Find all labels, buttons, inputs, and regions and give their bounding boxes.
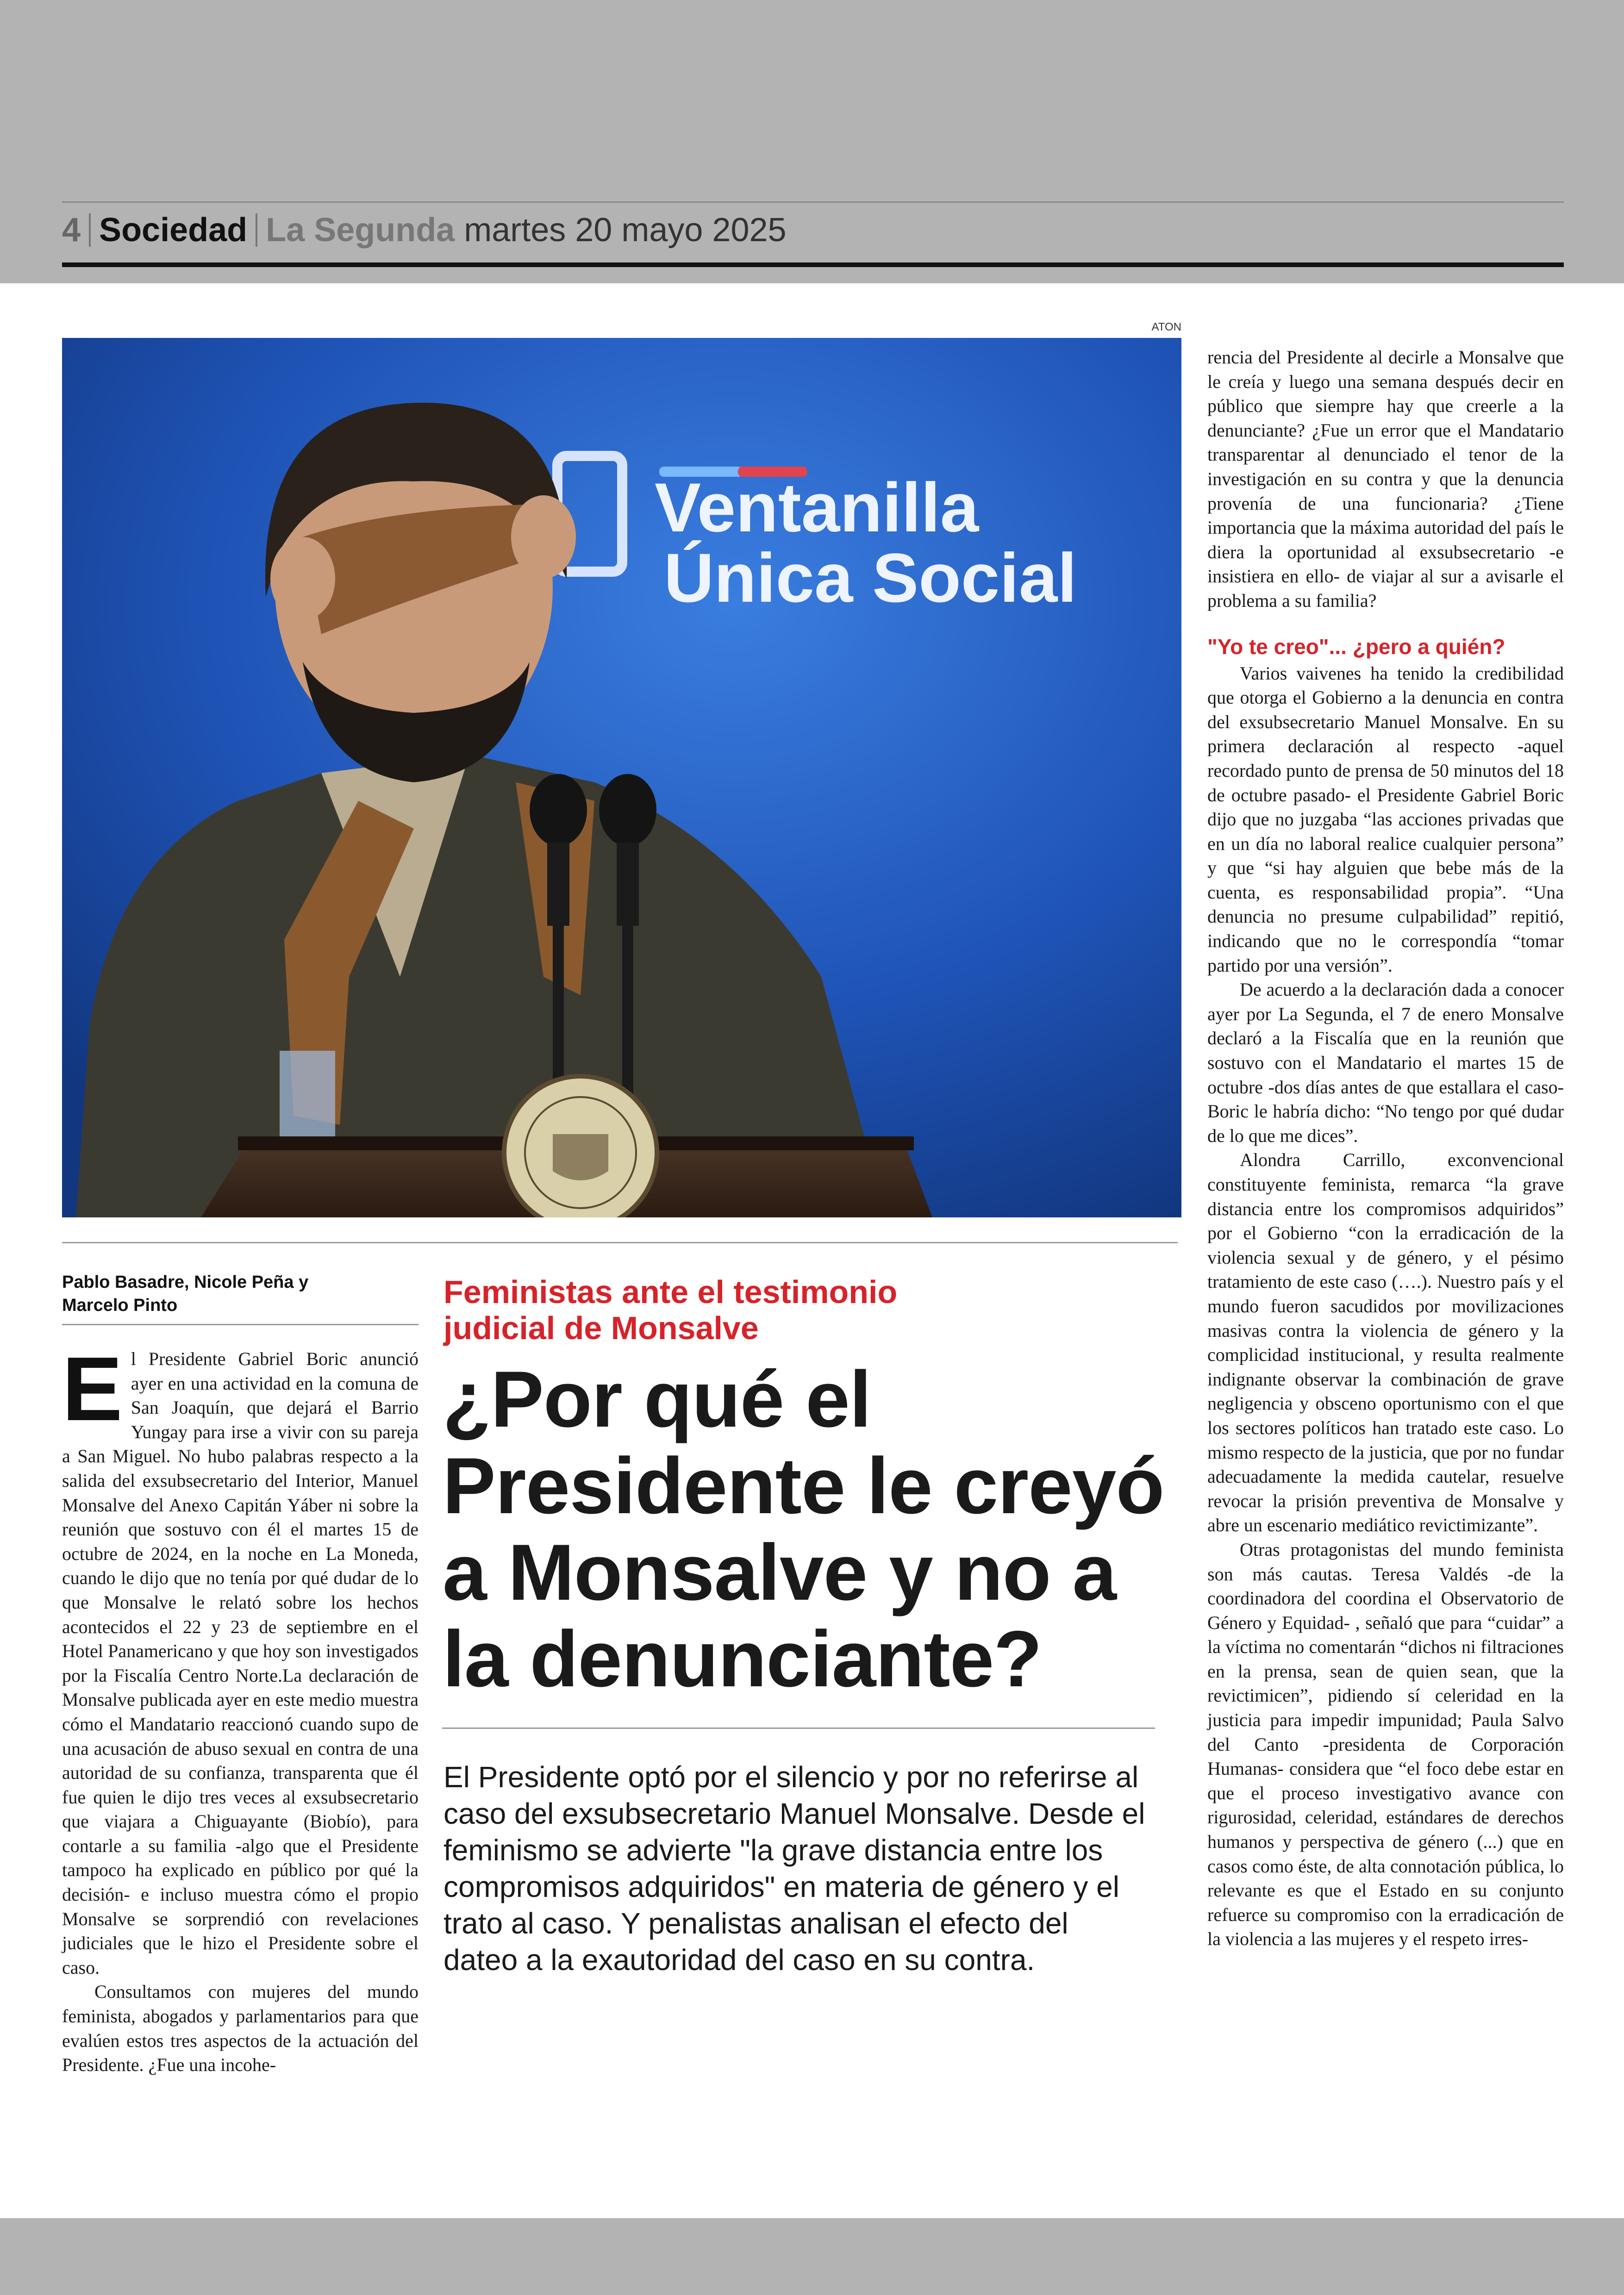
deck: El Presidente optó por el silencio y por no referirse al caso del exsubsecretario Manuel Monsalve. Desde el feminismo se advierte "la grave distancia entre los compromisos adquiridos" en materia de género y el trato al caso. Y penalistas analisan el efecto del dateo a la exautoridad del caso en su contra. <box>443 1760 1145 1977</box>
page-header <box>62 209 787 251</box>
article-paragraph <box>62 1338 418 1980</box>
header-divider <box>89 213 91 247</box>
byline-line: Pablo Basadre, Nicole Peña y <box>62 1272 309 1292</box>
bottom-margin <box>0 2218 1624 2295</box>
article-paragraph: rencia del Presidente al decirle a Monsalve que le creía y luego una semana después decir en público que siempre hay que creerle a la denunciante? ¿Fue un error que el Mandatario transparentar al denunciado el tenor de la investigación en su contra y que la denuncia provenía de una funcionaria? ¿Tiene importancia que la máxima autoridad del país le diera la oportunidad al exsubsecretario -e insistiera en ello- de viajar al sur a avisarle el problema a su familia? <box>1207 347 1564 611</box>
page-number: 4 <box>62 212 81 249</box>
kicker <box>443 1274 1138 1346</box>
photo-credit: ATON <box>1151 321 1181 333</box>
drop-cap: E <box>62 1338 123 1440</box>
headline-line: Presidente le creyó <box>443 1441 1164 1530</box>
article-column-3 <box>1207 345 1564 1952</box>
section-name: Sociedad <box>99 212 248 249</box>
section-rule-full <box>62 1242 1178 1243</box>
article-paragraph: De acuerdo a la declaración dada a conocer ayer por La Segunda, el 7 de enero Monsalve declaró a la Fiscalía que en la reunión que sostuvo con el Mandatario el martes 15 de octubre -dos días antes de que estallara el caso- Boric le habría dicho: “No tengo por qué dudar de lo que me dices”. <box>1207 979 1564 1146</box>
byline <box>62 1271 418 1317</box>
headline-rule <box>442 1727 1155 1729</box>
header-bottom-rule <box>62 262 1564 267</box>
paragraph-text: l Presidente Gabriel Boric anunció ayer en una actividad en la comuna de San Joaquín, que dejará el Barrio Yungay para irse a vivir con su pareja a San Miguel. No hubo palabras respecto a la salida del exsubsecretario del Interior, Manuel Monsalve del Anexo Capitán Yáber ni sobre la reunión que sostuvo con él el martes 15 de octubre de 2024, en la noche en La Moneda, cuando le dijo que no tenía por qué dudar de lo que Monsalve le relató sobre los hechos acontecidos el 22 y 23 de septiembre en el Hotel Panamericano y que hoy son investigados por la Fiscalía Centro Norte.La declaración de Monsalve publicada ayer en este medio muestra cómo el Mandatario reaccionó cuando supo de una acusación de abuso sexual en contra de una autoridad de su confianza, transparenta que él fue quien le dijo tres veces al exsubsecretario que viajara a Chiguayante (Biobío), para contarle a su familia -algo que el Presidente tampoco ha explicado en público por qué la decisión- e incluso muestra cómo el propio Monsalve se sorprendió con revelaciones judiciales que le hizo el Presidente sobre el caso. <box>62 1348 418 1978</box>
headline <box>443 1356 1165 1703</box>
article-column-1 <box>62 1338 418 2077</box>
issue-date: martes 20 mayo 2025 <box>464 212 787 249</box>
lead-photo <box>62 338 1181 1217</box>
header-top-rule <box>62 201 1564 203</box>
article-paragraph: Otras protagonistas del mundo feminista son más cautas. Teresa Valdés -de la coordinadora del coordina el Observatorio de Género y Equidad- , señaló que para “cuidar” a la víctima no comentarán “dichos ni filtraciones en la prensa, sean de quien sean, que la revictimicen”, pidiendo sí celeridad en la justicia para impedir impunidad; Paula Salvo del Canto -presidenta de Corporación Humanas- considera que “el foco debe estar en que el proceso investigativo avance con rigurosidad, celeridad, estándares de derechos humanos y perspectiva de género (...) que en casos como éste, de alta connotación pública, lo relevante es que el Estado en su conjunto refuerce su compromiso con la erradicación de la violencia a las mujeres y el respeto irres- <box>1207 1539 1564 1950</box>
backdrop-text-line1: Ventanilla <box>655 468 979 546</box>
headline-line: la denunciante? <box>443 1615 1042 1703</box>
kicker-line: Feministas ante el testimonio <box>443 1274 898 1310</box>
kicker-line: judicial de Monsalve <box>443 1310 759 1346</box>
header-divider <box>256 213 257 247</box>
byline-line: Marcelo Pinto <box>62 1296 178 1315</box>
article-paragraph: Consultamos con mujeres del mundo feminista, abogados y parlamentarios para que evalúen estos tres aspectos de la actuación del Presidente. ¿Fue una incohe- <box>62 1981 418 2076</box>
article-paragraph: Varios vaivenes ha tenido la credibilidad que otorga el Gobierno a la denuncia en contra del exsubsecretario Manuel Monsalve. En su primera declaración al respecto -aquel recordado punto de prensa de 50 minutos del 18 de octubre pasado- el Presidente Gabriel Boric dijo que no juzgaba “las acciones privadas que en un día no laboral realice cualquier persona” y que “si hay alguien que bebe más de la cuenta, es responsabilidad propia”. “Una denuncia no presume culpabilidad” repitió, indicando que no le correspondía “tomar partido por una versión”. <box>1207 662 1564 976</box>
publication-name: La Segunda <box>266 212 455 249</box>
article-paragraph: Alondra Carrillo, exconvencional constituyente feminista, remarca “la grave distancia entre los compromisos adquiridos” por el Gobierno “con la erradicación de la violencia sexual y de género, y el pésimo tratamiento de este caso (….). Nuestro país y el mundo fueron sacudidos por movilizaciones masivas contra la violencia de género y la complicidad institucional, y resulta realmente indignante observar la combinación de grave negligencia y obsceno oportunismo con el que los sectores políticos han tratado este caso. Lo mismo respecto de la justicia, que por no fundar adecuadamente la medida cautelar, resuelve revocar la prisión preventiva de Monsalve y abre un escenario mediático revictimizante”. <box>1207 1149 1564 1536</box>
subhead: "Yo te creo"... ¿pero a quién? <box>1207 634 1505 659</box>
byline-rule <box>62 1324 418 1325</box>
headline-line: ¿Por qué el <box>443 1355 871 1444</box>
headline-line: a Monsalve y no a <box>443 1528 1117 1617</box>
backdrop-text-line2: Única Social <box>664 539 1077 617</box>
lead-photo-illustration <box>62 338 1181 1217</box>
